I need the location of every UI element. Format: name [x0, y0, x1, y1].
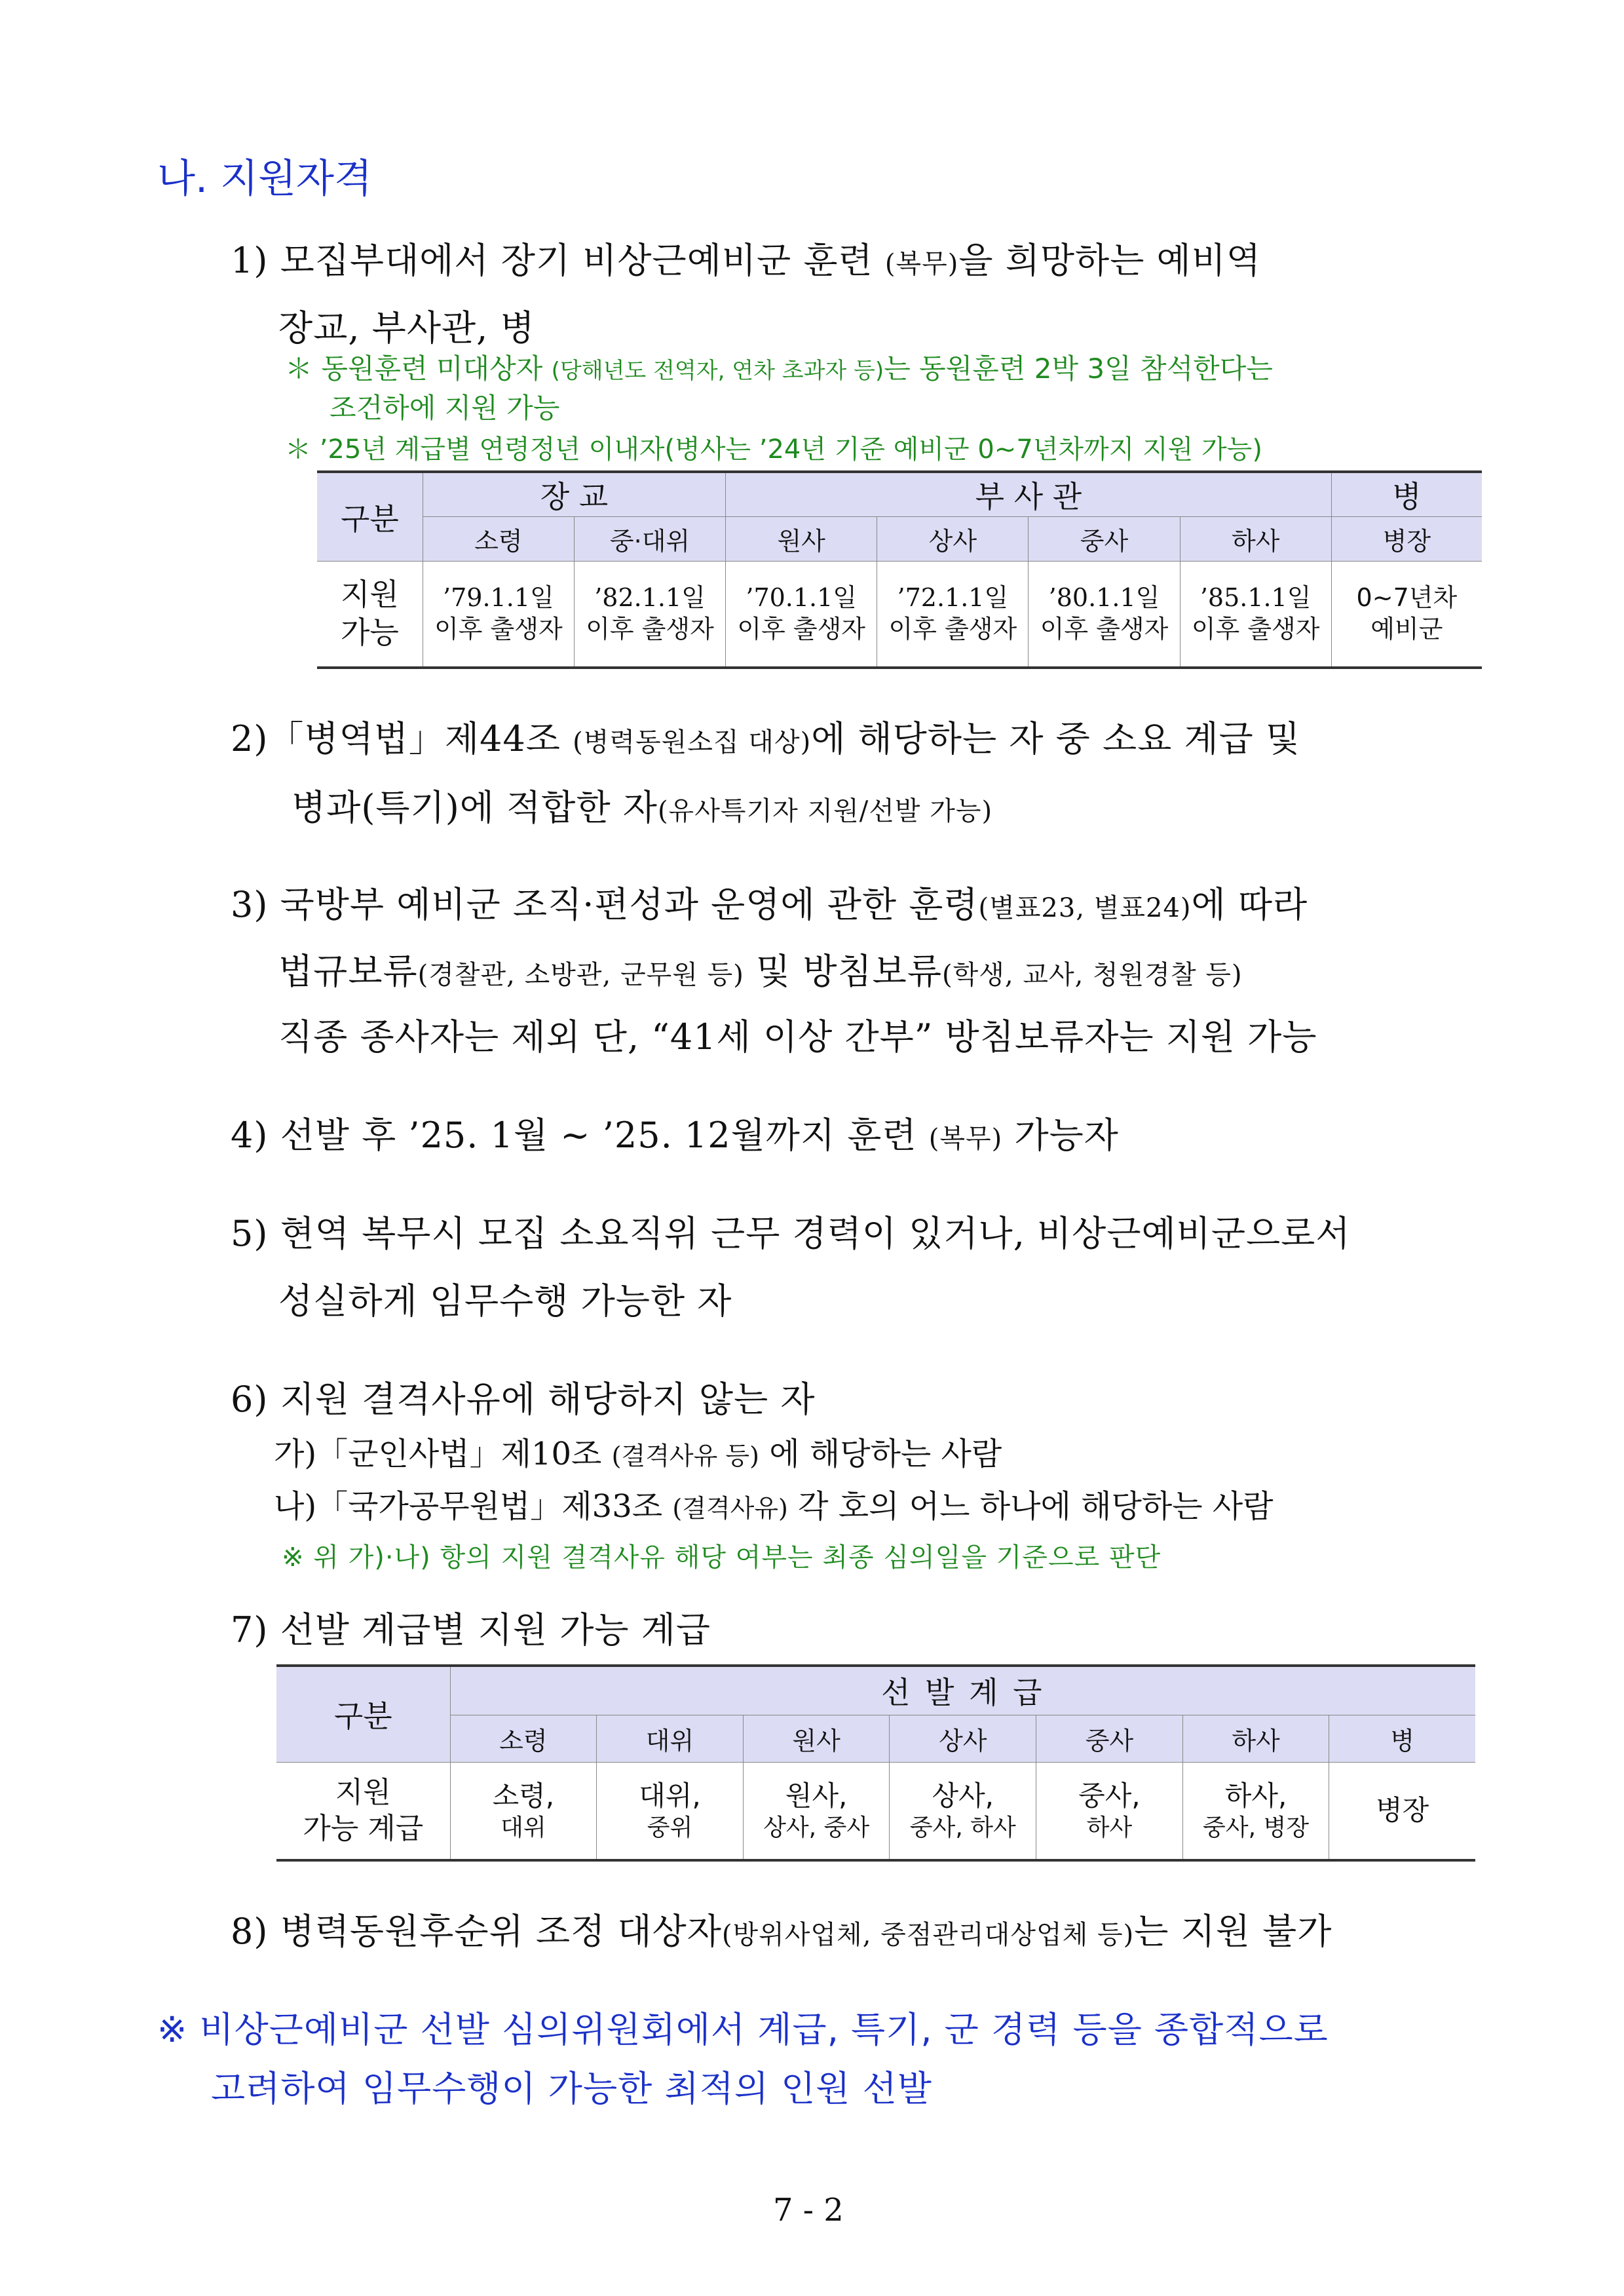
table1-cell-sub: 이후 출생자: [1191, 614, 1320, 643]
item-6-a-text-1: 가)「군인사법」제10조: [274, 1436, 602, 1472]
item-4: [231, 1107, 1119, 1158]
table1-cell: [1029, 562, 1180, 668]
note-2: ＊ ’25년 계급별 연령정년 이내자(병사는 ’24년 기준 예비군 0~7년차까지 지원 가능): [285, 434, 1262, 465]
item-3-small-2: (경찰관, 소방관, 군무원 등): [417, 960, 744, 990]
item-1-line-2: 장교, 부사관, 병: [278, 307, 535, 349]
table2-cell-sub: 대위: [500, 1814, 546, 1841]
note-1-line-2: 조건하에 지원 가능: [330, 392, 560, 424]
table1-cell-date: ’70.1.1일: [746, 583, 858, 613]
table1-rank: 중·대위: [574, 517, 725, 562]
table2-cell-main: 원사,: [785, 1779, 848, 1812]
table1-cell-date: ’80.1.1일: [1048, 583, 1160, 613]
table1-cell: [1331, 562, 1482, 668]
table1-rank: 소령: [423, 517, 574, 562]
table2-header-category: 구분: [276, 1666, 450, 1762]
table1-cell-sub: 이후 출생자: [1040, 614, 1169, 643]
table1-header-category: 구분: [317, 472, 423, 562]
item-6-line-1: 6) 지원 결격사유에 해당하지 않는 자: [231, 1379, 816, 1420]
table2-cell-sub: 상사, 중사: [763, 1814, 870, 1841]
section-title: 나. 지원자격: [157, 156, 372, 202]
item-3-text-b: 에 따라: [1191, 884, 1308, 925]
item-2-line-2: [292, 780, 992, 830]
table2-cell-main: 대위,: [639, 1779, 701, 1812]
table2-rank: 대위: [597, 1715, 744, 1762]
table2-rank: 상사: [890, 1715, 1036, 1762]
note-1-line-1: [285, 347, 1273, 387]
table2-rank: 하사: [1182, 1715, 1329, 1762]
table2-rank: 중사: [1036, 1715, 1183, 1762]
table1-header-nco: 부 사 관: [726, 472, 1332, 517]
item-4-small: (복무): [928, 1124, 1003, 1154]
table1-cell: [877, 562, 1029, 668]
item-3-small: (별표23, 별표24): [978, 893, 1192, 923]
note-1-text-b: 는 동원훈련 2박 3일 참석한다는: [884, 353, 1273, 385]
table1-cell-date: ’85.1.1일: [1199, 583, 1312, 613]
table2-cell: [597, 1762, 744, 1860]
item-8-text-a: 8) 병력동원후순위 조정 대상자: [231, 1911, 722, 1952]
table2-row-label-2: 가능 계급: [303, 1812, 424, 1846]
table2-cell-main: 중사,: [1078, 1779, 1141, 1812]
item-6-a-text-2: 에 해당하는 사람: [769, 1436, 1002, 1472]
table2-cell-sub: 하사: [1086, 1814, 1133, 1841]
item-6-b: [274, 1481, 1274, 1526]
item-3-text-a: 3) 국방부 예비군 조직·편성과 운영에 관한 훈령: [231, 884, 979, 925]
item-6-note: ※ 위 가)·나) 항의 지원 결격사유 해당 여부는 최종 심의일을 기준으로 판단: [282, 1542, 1161, 1573]
table1-cell-date: 0~7년차: [1356, 583, 1458, 613]
item-1-text-b: 을 희망하는 예비역: [958, 240, 1262, 281]
table2-cell: [743, 1762, 890, 1860]
item-3-line-2: [278, 944, 1243, 994]
item-2-small: (병력동원소집 대상): [573, 727, 812, 757]
table1-header-officer: 장 교: [423, 472, 725, 517]
table1-cell-sub: 이후 출생자: [434, 614, 563, 643]
table1-cell-sub: 예비군: [1370, 614, 1443, 643]
item-5-line-1: 5) 현역 복무시 모집 소요직위 근무 경력이 있거나, 비상근예비군으로서: [231, 1213, 1351, 1254]
table2-cell-main: 하사,: [1224, 1779, 1287, 1812]
item-1-line-1: [231, 233, 1261, 283]
table1-rank: 병장: [1331, 517, 1482, 562]
table2-row-label: [276, 1762, 450, 1860]
table2-cell-main: 병장: [1376, 1794, 1429, 1826]
item-7: 7) 선발 계급별 지원 가능 계급: [231, 1609, 711, 1651]
table2-cell: [1036, 1762, 1183, 1860]
item-6-b-small: (결격사유): [672, 1494, 788, 1523]
note-1-text-a: ＊ 동원훈련 미대상자: [285, 353, 543, 385]
table1-cell-sub: 이후 출생자: [888, 614, 1017, 643]
footer-note-line-1: ※ 비상근예비군 선발 심의위원회에서 계급, 특기, 군 경력 등을 종합적으로: [157, 2009, 1329, 2050]
table1-row-label-1: 지원: [340, 577, 399, 613]
item-3-small-3: (학생, 교사, 청원경찰 등): [942, 960, 1243, 990]
table1-cell-sub: 이후 출생자: [586, 614, 714, 643]
item-8-text-b: 는 지원 불가: [1134, 1911, 1332, 1952]
item-4-text-b: 가능자: [1014, 1115, 1119, 1156]
table1-cell-date: ’79.1.1일: [443, 583, 554, 613]
table1-row-label: [317, 562, 423, 668]
table2-row-label-1: 지원: [335, 1776, 391, 1810]
selection-rank-table: [276, 1664, 1475, 1862]
table2-cell-main: 상사,: [932, 1779, 994, 1812]
table1-rank: 상사: [877, 517, 1029, 562]
table1-cell-date: ’72.1.1일: [897, 583, 1009, 613]
table2-header-group: 선 발 계 급: [450, 1666, 1475, 1715]
eligibility-age-table: [317, 470, 1482, 669]
table1-row-label-2: 가능: [340, 614, 399, 650]
item-4-text-a: 4) 선발 후 ’25. 1월 ~ ’25. 12월까지 훈련: [231, 1115, 917, 1156]
page-number: 7 - 2: [773, 2192, 844, 2229]
table1-cell-date: ’82.1.1일: [594, 583, 706, 613]
table2-cell: [1182, 1762, 1329, 1860]
table2-cell: [450, 1762, 597, 1860]
item-3-text-d: 및 방침보류: [744, 951, 942, 992]
item-6-a: [274, 1428, 1002, 1474]
table2-rank: 소령: [450, 1715, 597, 1762]
item-6-a-small: (결격사유 등): [611, 1442, 759, 1470]
item-3-text-c: 법규보류: [278, 951, 418, 992]
table1-cell: [574, 562, 725, 668]
table2-cell-sub: 중위: [647, 1814, 693, 1841]
item-3-line-1: [231, 877, 1308, 927]
table1-header-enlisted: 병: [1331, 472, 1482, 517]
table1-cell: [423, 562, 574, 668]
table1-rank: 원사: [726, 517, 877, 562]
table1-rank: 하사: [1180, 517, 1331, 562]
table2-cell-main: 소령,: [492, 1779, 555, 1812]
table2-rank: 병: [1329, 1715, 1475, 1762]
table2-rank: 원사: [743, 1715, 890, 1762]
table1-cell: [726, 562, 877, 668]
item-8-small: (방위사업체, 중점관리대상업체 등): [721, 1920, 1135, 1950]
table1-cell-sub: 이후 출생자: [737, 614, 865, 643]
item-3-line-3: 직종 종사자는 제외 단, “41세 이상 간부” 방침보류자는 지원 가능: [278, 1016, 1317, 1058]
item-1-text-a: 1) 모집부대에서 장기 비상근예비군 훈련: [231, 240, 873, 281]
note-1-small: (당해년도 전역자, 연차 초과자 등): [551, 358, 884, 384]
footer-note-line-2: 고려하여 임무수행이 가능한 최적의 인원 선발: [211, 2068, 932, 2109]
item-2-text-c: 병과(특기)에 적합한 자: [292, 787, 658, 828]
item-6-b-text-1: 나)「국가공무원법」제33조: [274, 1488, 663, 1525]
item-1-small: (복무): [884, 249, 959, 279]
item-6-b-text-2: 각 호의 어느 하나에 해당하는 사람: [798, 1488, 1274, 1525]
item-2-text-a: 2)「병역법」제44조: [231, 718, 561, 759]
table2-cell-sub: 중사, 병장: [1203, 1814, 1310, 1841]
item-2-small-2: (유사특기자 지원/선발 가능): [657, 796, 993, 826]
item-2-line-1: [231, 711, 1300, 761]
table2-cell-sub: 중사, 하사: [909, 1814, 1016, 1841]
table1-cell: [1180, 562, 1331, 668]
table2-cell: [890, 1762, 1036, 1860]
item-8: [231, 1904, 1332, 1954]
item-5-line-2: 성실하게 임무수행 가능한 자: [278, 1280, 732, 1322]
table1-rank: 중사: [1029, 517, 1180, 562]
table2-cell: [1329, 1762, 1475, 1860]
item-2-text-b: 에 해당하는 자 중 소요 계급 및: [811, 718, 1301, 759]
